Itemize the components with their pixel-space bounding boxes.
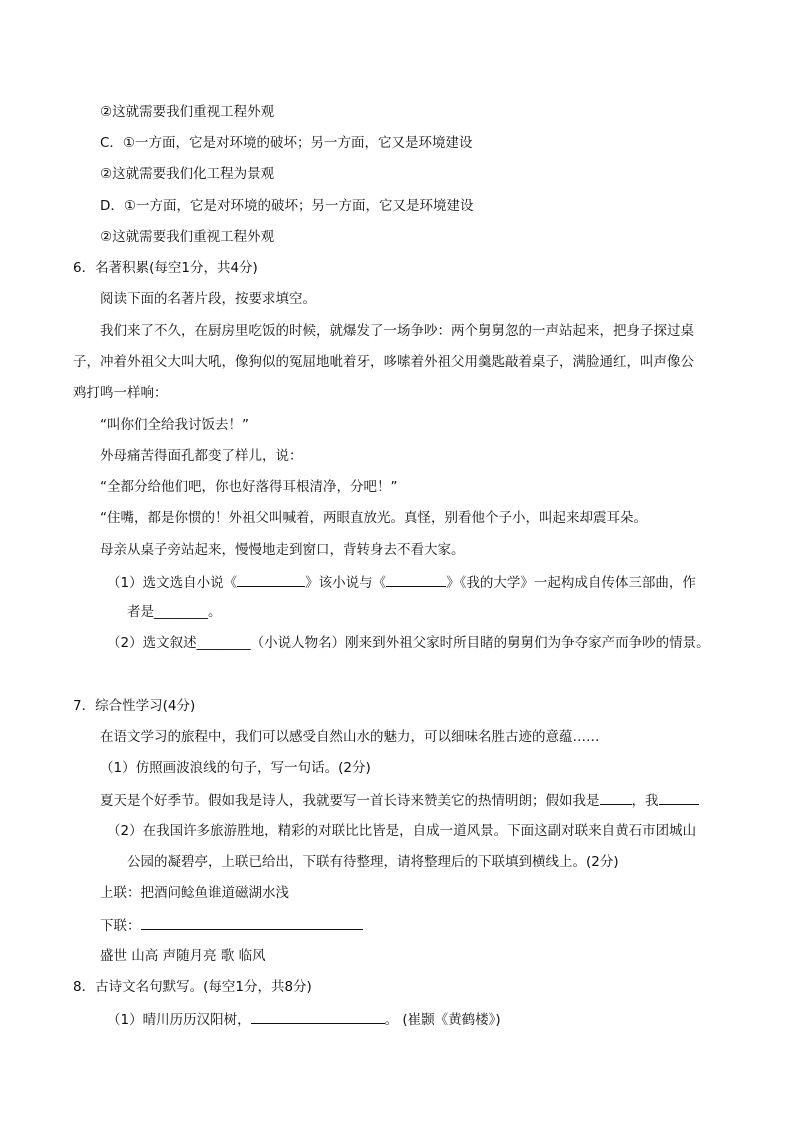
question-7-sub-1-prompt [100, 790, 699, 810]
excerpt-line: “住嘴，都是你惯的！外祖父叫喊着，两眼直放光。真怪，别看他个子小，叫起来却震耳朵。 [100, 510, 647, 526]
question-7-sub-2: （2）在我国许多旅游胜地，精彩的对联比比皆是，自成一道风景。下面这副对联来自黄石市团城山 [107, 823, 697, 839]
answer-blank-poem[interactable] [251, 1009, 385, 1024]
poem-source: 。 (崔颢《黄鹤楼》) [384, 1012, 501, 1028]
option-d-item-1: D．①一方面，它是对环境的破坏；另一方面，它又是环境建设 [100, 198, 474, 214]
question-6-sub-1 [107, 572, 696, 592]
excerpt-line: “全都分给他们吧，你也好落得耳根清净，分吧！” [100, 479, 398, 495]
question-6-sub-1-author: 者是________。 [127, 604, 222, 620]
question-7-sub-1: （1）仿照画波浪线的句子，写一句话。(2分) [100, 760, 371, 776]
answer-blank-poet[interactable] [600, 790, 632, 805]
couplet-word-bank: 盛世 山高 声随月亮 歌 临风 [100, 948, 266, 964]
question-7-sub-2-cont: 公园的凝碧亭，上联已给出，下联有待整理，请将整理后的下联填到横线上。(2分) [127, 854, 619, 870]
question-6-heading: 6．名著积累(每空1分，共4分) [73, 260, 258, 276]
prompt-text-a: 夏天是个好季节。假如我是诗人，我就要写一首长诗来赞美它的热情明朗；假如我是 [100, 793, 600, 809]
excerpt-line: “叫你们全给我讨饭去！” [100, 417, 249, 433]
answer-blank-trilogy-title[interactable] [386, 572, 446, 587]
excerpt-line: 外母痛苦得面孔都变了样儿，说： [100, 448, 303, 464]
question-7-heading: 7．综合性学习(4分) [73, 698, 196, 714]
question-6-instruction: 阅读下面的名著片段，按要求填空。 [100, 291, 316, 307]
excerpt-line: 我们来了不久，在厨房里吃饭的时候，就爆发了一场争吵：两个舅舅忽的一声站起来，把身子探过桌 [100, 323, 694, 339]
excerpt-line: 子，冲着外祖父大叫大吼，像狗似的冤屈地呲着牙，哆嗦着外祖父用羹匙敲着桌子，满脸通红，叫声像公 [73, 354, 694, 370]
sub-1-text-c: 》《我的大学》一起构成自传体三部曲，作 [446, 575, 696, 591]
option-d-item-2: ②这就需要我们重视工程外观 [100, 229, 275, 245]
question-8-sub-1 [107, 1009, 501, 1029]
question-7-intro: 在语文学习的旅程中，我们可以感受自然山水的魅力，可以细味名胜古迹的意蕴…… [100, 729, 600, 745]
sub-1-text-b: 》该小说与《 [305, 575, 387, 591]
option-c-item-1: C．①一方面，它是对环境的破坏；另一方面，它又是环境建设 [100, 135, 473, 151]
option-b-item-2: ②这就需要我们重视工程外观 [100, 104, 275, 120]
couplet-lower [100, 915, 363, 935]
excerpt-line: 母亲从桌子旁站起来，慢慢地走到窗口，背转身去不看大家。 [100, 542, 465, 558]
answer-blank-sentence[interactable] [659, 790, 699, 805]
answer-blank-novel-title[interactable] [237, 572, 305, 587]
answer-blank-lower-couplet[interactable] [141, 915, 363, 930]
couplet-lower-label: 下联： [100, 918, 141, 934]
question-6-sub-2: （2）选文叙述________（小说人物名）刚来到外祖父家时所目睹的舅舅们为争夺家产而争吵的情景。 [107, 635, 710, 651]
option-c-item-2: ②这就需要我们化工程为景观 [100, 166, 275, 182]
poem-line-text: （1）晴川历历汉阳树， [107, 1012, 251, 1028]
couplet-upper: 上联：把酒问鲶鱼谁道磁湖水浅 [100, 885, 289, 901]
sub-1-text-a: （1）选文选自小说《 [107, 575, 238, 591]
excerpt-line: 鸡打鸣一样响： [73, 385, 168, 401]
prompt-text-b: ，我 [631, 793, 659, 809]
question-8-heading: 8．古诗文名句默写。(每空1分，共8分) [73, 979, 312, 995]
